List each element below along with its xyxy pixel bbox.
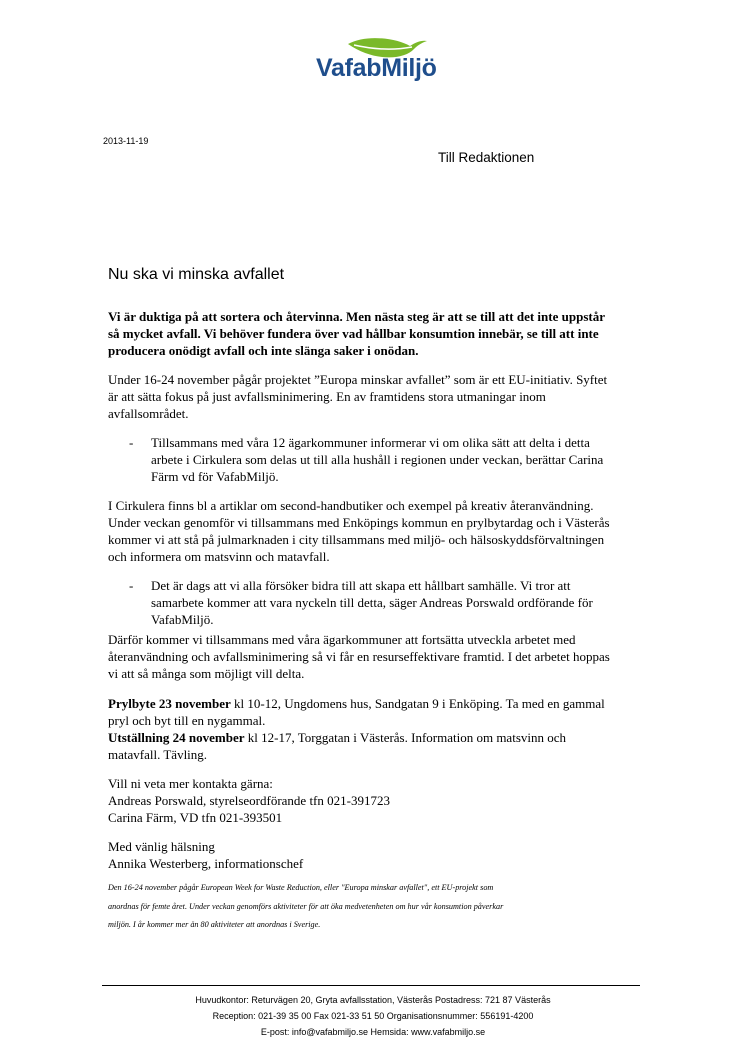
event-title: Utställning 24 november xyxy=(108,730,245,745)
logo-text: VafabMiljö xyxy=(316,54,437,82)
text-line: producera onödigt avfall och inte slänga saker i onödan. xyxy=(108,343,419,358)
text-line: så mycket avfall. Vi behöver fundera över vad hållbar konsumtion innebär, se till att inte xyxy=(108,326,599,341)
recipient: Till Redaktionen xyxy=(438,150,535,165)
text-line: pryl och byt till en nygammal. xyxy=(108,713,266,728)
date: 2013-11-19 xyxy=(103,136,149,146)
footer-address: Huvudkontor: Returvägen 20, Gryta avfallsstation, Västerås Postadress: 721 87 Västerås xyxy=(195,995,551,1005)
bullet-dash: - xyxy=(129,435,134,450)
text-line: Andreas Porswald, styrelseordförande tfn 021-391723 xyxy=(108,793,390,808)
event-details: kl 12-17, Torggatan i Västerås. Information om matsvinn och xyxy=(244,730,567,745)
text-line: Därför kommer vi tillsammans med våra ägarkommuner att fortsätta utveckla arbetet med xyxy=(108,632,576,647)
text-line: återanvändning och avfallsminimering så vi får en resurseffektivare framtid. I det arbetet hoppas xyxy=(108,649,610,664)
text-line: kommer vi att stå på julmarknaden i city tillsammans med miljö- och hälsoskyddsförvaltningen xyxy=(108,532,605,547)
bullet-dash: - xyxy=(129,578,134,593)
closing xyxy=(108,838,303,872)
contact xyxy=(108,775,390,826)
quote-1 xyxy=(129,434,604,485)
text-line: Tillsammans med våra 12 ägarkommuner informerar vi om olika sätt att delta i detta xyxy=(151,435,590,450)
text-line: Den 16-24 november pågår European Week for Waste Reduction, eller "Europa minskar avfallet", ett EU-projekt som xyxy=(108,883,494,892)
paragraph-3 xyxy=(108,631,610,682)
text-line: Vi är duktiga på att sortera och återvinna. Men nästa steg är att se till att det inte uppstår xyxy=(108,309,605,324)
quote-2 xyxy=(129,577,593,628)
text-line: Vill ni veta mer kontakta gärna: xyxy=(108,776,273,791)
signature-name: Annika Westerberg, informationschef xyxy=(108,856,304,871)
paragraph-2 xyxy=(108,497,610,565)
text-line: anordnas för femte året. Under veckan genomförs aktiviteter för att öka medvetenheten om hur vår konsumtion påverkar xyxy=(108,901,504,911)
vafabmiljo-logo xyxy=(316,36,446,96)
paragraph-1 xyxy=(108,371,607,422)
text-line: Med vänlig hälsning xyxy=(108,839,215,854)
note xyxy=(108,879,503,935)
text-line: arbete i Cirkulera som delas ut till alla hushåll i regionen under veckan, berättar Carina xyxy=(151,452,604,467)
text-line: I Cirkulera finns bl a artiklar om second-handbutiker och exempel på kreativ återanvändning. xyxy=(108,498,594,513)
event-title: Prylbyte 23 november xyxy=(108,696,231,711)
event-prylbyte xyxy=(108,695,605,712)
page-title: Nu ska vi minska avfallet xyxy=(108,266,285,283)
event-utstallning xyxy=(108,729,605,746)
text-line: Det är dags att vi alla försöker bidra till att skapa ett hållbart samhälle. Vi tror att xyxy=(151,578,571,593)
events xyxy=(108,695,605,763)
text-line: Under veckan genomför vi tillsammans med Enköpings kommun en prylbytardag och i Västerås xyxy=(108,515,610,530)
text-line: miljön. I år kommer mer än 80 aktiviteter att anordnas i Sverige. xyxy=(108,920,321,929)
text-line: avfallsområdet. xyxy=(108,406,189,421)
text-line: Under 16-24 november pågår projektet ”Europa minskar avfallet” som är ett EU-initiativ. Syftet xyxy=(108,372,608,387)
text-line: matavfall. Tävling. xyxy=(108,747,208,762)
footer-contact: E-post: info@vafabmiljo.se Hemsida: www.vafabmiljo.se xyxy=(260,1027,486,1037)
footer xyxy=(0,992,746,1040)
text-line: samarbete kommer att vara nyckeln till detta, säger Andreas Porswald ordförande för xyxy=(151,595,593,610)
text-line: Färm vd för VafabMiljö. xyxy=(151,469,279,484)
footer-phone: Reception: 021-39 35 00 Fax 021-33 51 50 Organisationsnummer: 556191-4200 xyxy=(212,1011,534,1021)
event-details: kl 10-12, Ungdomens hus, Sandgatan 9 i Enköping. Ta med en gammal xyxy=(230,696,605,711)
text-line: VafabMiljö. xyxy=(151,612,214,627)
text-line: Carina Färm, VD tfn 021-393501 xyxy=(108,810,283,825)
text-line: och informera om matsvinn och matavfall. xyxy=(108,549,330,564)
intro-paragraph xyxy=(108,308,605,359)
text-line: är att sätta fokus på just avfallsminimering. En av framtidens stora utmaningar inom xyxy=(108,389,546,404)
text-line: vi att så många som möjligt vill delta. xyxy=(108,666,305,681)
footer-divider xyxy=(102,985,640,986)
